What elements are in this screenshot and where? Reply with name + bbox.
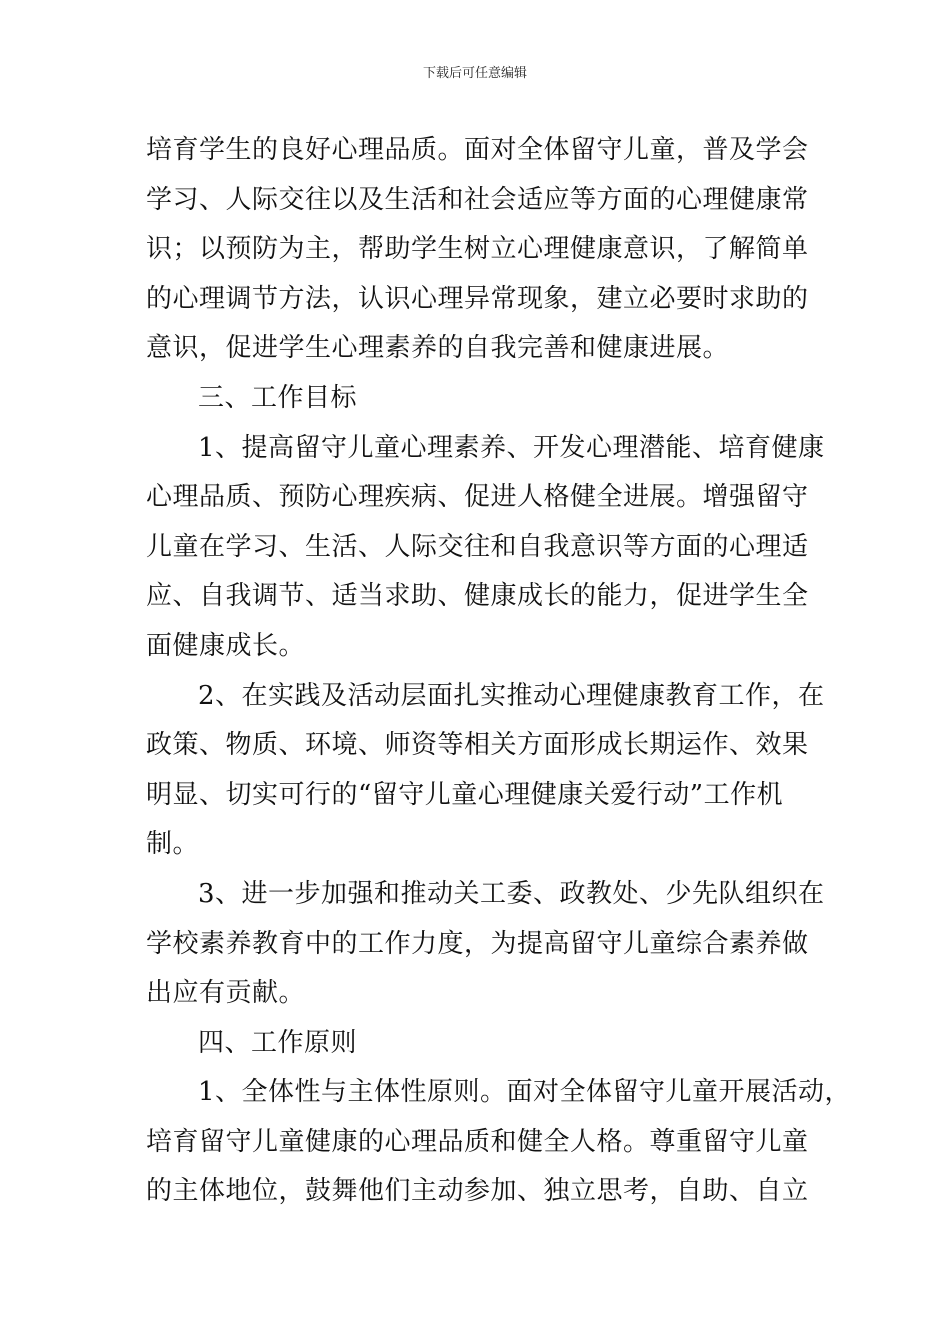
section-heading: 三、工作目标 — [198, 382, 358, 413]
page-header: 下载后可任意编辑 — [422, 66, 527, 81]
document-body — [146, 126, 852, 1217]
text-line: 培育留守儿童健康的心理品质和健全人格。尊重留守儿童 — [146, 1126, 809, 1157]
text-line: 政策、物质、环境、师资等相关方面形成长期运作、效果 — [146, 730, 809, 761]
text-line: 制。 — [146, 829, 200, 860]
text-line: 心理品质、预防心理疾病、促进人格健全进展。增强留守 — [146, 482, 809, 513]
text-line: 明显、切实可行的“留守儿童心理健康关爱行动”工作机 — [146, 779, 784, 810]
text-line: 出应有贡献。 — [146, 978, 306, 1009]
text-line: 1、全体性与主体性原则。面对全体留守儿童开展活动， — [198, 1077, 852, 1108]
section-heading: 四、工作原则 — [198, 1027, 358, 1058]
text-line: 意识，促进学生心理素养的自我完善和健康进展。 — [146, 333, 730, 364]
text-line: 学习、人际交往以及生活和社会适应等方面的心理健康常 — [146, 184, 809, 215]
text-line: 的心理调节方法，认识心理异常现象，建立必要时求助的 — [146, 283, 809, 314]
text-line: 3、进一步加强和推动关工委、政教处、少先队组织在 — [198, 878, 825, 909]
text-line: 应、自我调节、适当求助、健康成长的能力，促进学生全 — [146, 581, 809, 612]
text-line: 面健康成长。 — [146, 630, 306, 661]
text-line: 培育学生的良好心理品质。面对全体留守儿童，普及学会 — [146, 135, 809, 165]
text-line: 1、提高留守儿童心理素养、开发心理潜能、培育健康 — [198, 432, 825, 463]
text-line: 儿童在学习、生活、人际交往和自我意识等方面的心理适 — [146, 531, 809, 562]
text-line: 的主体地位，鼓舞他们主动参加、独立思考，自助、自立 — [146, 1176, 809, 1207]
text-line: 2、在实践及活动层面扎实推动心理健康教育工作，在 — [198, 680, 825, 711]
text-line: 学校素养教育中的工作力度，为提高留守儿童综合素养做 — [146, 928, 809, 959]
text-line: 识；以预防为主，帮助学生树立心理健康意识，了解简单 — [146, 234, 809, 265]
